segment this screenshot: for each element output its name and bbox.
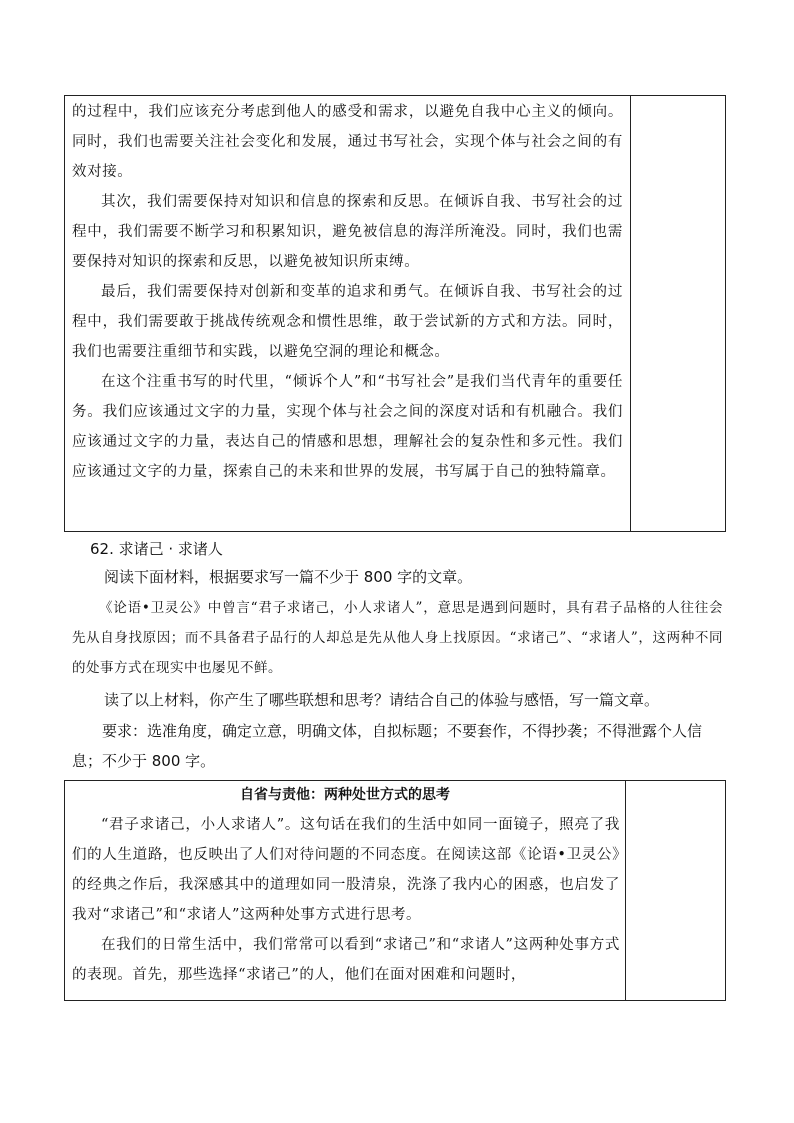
bottom-essay-text [72,810,620,990]
essay-paragraph: 最后，我们需要保持对创新和变革的追求和勇气。在倾诉自我、书写社会的过程中，我们需要敢于挑战传统观念和惯性思维，敢于尝试新的方式和方法。同时，我们也需要注重细节和实践，以避免空洞的理论和概念。 [72,284,623,360]
question-material [72,593,723,683]
material-text: 《论语•卫灵公》中曾言“君子求诸己，小人求诸人”，意思是遇到问题时，具有君子品格的人往往会先从自身找原因；而不具备君子品行的人却总是先从他人身上找原因。“求诸己”、“求诸人”，这两种不同的处事方式在现实中也屡见不鲜。 [72,600,723,676]
essay-title: 自省与责他：两种处世方式的思考 [240,787,450,803]
question-heading: 62. 求诸己 · 求诸人 [90,540,223,558]
essay-paragraph: 的过程中，我们应该充分考虑到他人的感受和需求，以避免自我中心主义的倾向。同时，我们也需要关注社会变化和发展，通过书写社会，实现个体与社会之间的有效对接。 [72,104,623,180]
top-essay-text [72,97,623,487]
question-task: 读了以上材料，你产生了哪些联想和思考？请结合自己的体验与感悟，写一篇文章。 [104,691,660,709]
question-requirements [72,716,724,776]
table-column-divider [630,96,631,531]
essay-paragraph: 其次，我们需要保持对知识和信息的探索和反思。在倾诉自我、书写社会的过程中，我们需要不断学习和积累知识，避免被信息的海洋所淹没。同时，我们也需要保持对知识的探索和反思，以避免被知识所束缚。 [72,194,623,270]
question-prompt: 阅读下面材料，根据要求写一篇不少于 800 字的文章。 [104,568,473,586]
table-column-divider [625,781,626,1000]
essay-paragraph: “君子求诸己，小人求诸人”。这句话在我们的生活中如同一面镜子，照亮了我们的人生道路，也反映出了人们对待问题的不同态度。在阅读这部《论语•卫灵公》的经典之作后，我深感其中的道理如同一股清泉，洗涤了我内心的困惑，也启发了我对“求诸己”和“求诸人”这两种处事方式进行思考。 [72,817,620,923]
essay-paragraph: 在我们的日常生活中，我们常常可以看到“求诸己”和“求诸人”这两种处事方式的表现。首先，那些选择“求诸己”的人，他们在面对困难和问题时， [72,937,620,983]
requirements-text: 要求：选准角度，确定立意，明确文体，自拟标题；不要套作，不得抄袭；不得泄露个人信息；不少于 800 字。 [72,722,703,770]
essay-paragraph: 在这个注重书写的时代里，“倾诉个人”和“书写社会”是我们当代青年的重要任务。我们应该通过文字的力量，实现个体与社会之间的深度对话和有机融合。我们应该通过文字的力量，表达自己的情感和思想，理解社会的复杂性和多元性。我们应该通过文字的力量，探索自己的未来和世界的发展，书写属于自己的独特篇章。 [72,374,623,480]
